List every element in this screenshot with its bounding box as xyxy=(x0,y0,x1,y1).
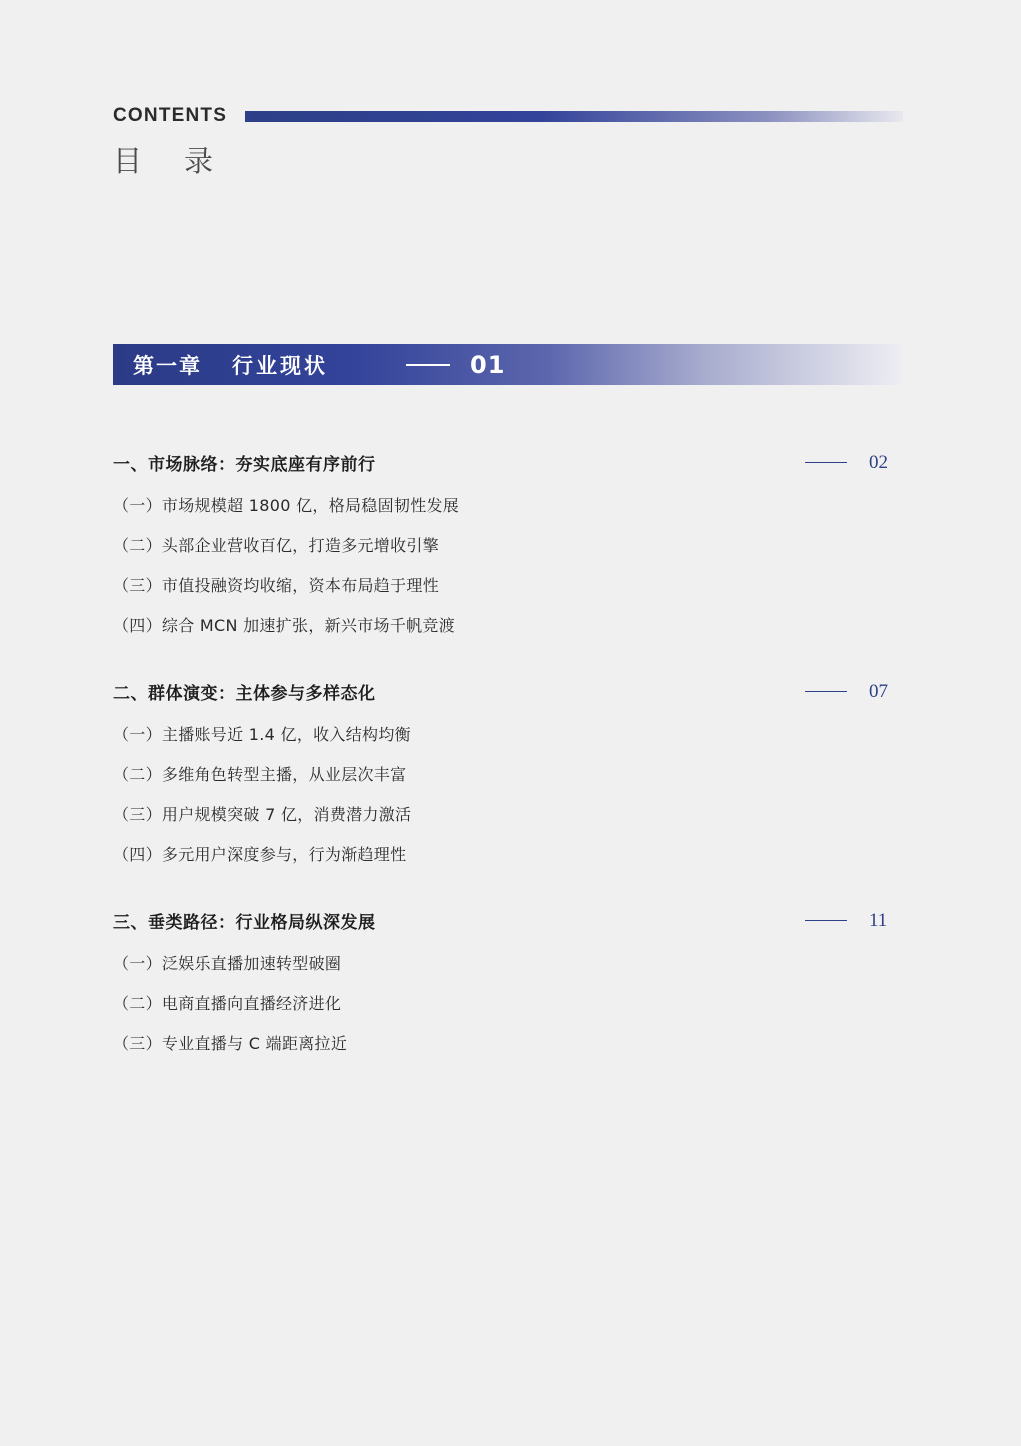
header-gradient-bar xyxy=(245,111,903,122)
contents-header xyxy=(113,105,903,180)
chapter-dash-icon xyxy=(406,364,450,366)
toc-entry[interactable]: （一）泛娱乐直播加速转型破圈 xyxy=(113,954,342,973)
toc-section-title: 一、市场脉络：夯实底座有序前行 xyxy=(113,455,376,474)
chapter-number: 01 xyxy=(470,350,506,379)
page-dash-icon xyxy=(805,462,847,464)
chapter-banner xyxy=(113,344,903,385)
toc-section xyxy=(113,450,903,636)
toc-page-number: 07 xyxy=(869,680,888,702)
toc-page-number: 11 xyxy=(869,909,888,931)
table-of-contents xyxy=(113,450,903,1097)
toc-entry[interactable]: （三）专业直播与 C 端距离拉近 xyxy=(113,1034,348,1053)
toc-entry[interactable]: （二）头部企业营收百亿，打造多元增收引擎 xyxy=(113,536,440,555)
toc-entry[interactable]: （二）多维角色转型主播，从业层次丰富 xyxy=(113,765,407,784)
chapter-name: 行业现状 xyxy=(232,354,328,378)
toc-entry[interactable]: （三）用户规模突破 7 亿，消费潜力激活 xyxy=(113,805,412,824)
chapter-label: 第一章 xyxy=(133,354,202,378)
page-dash-icon xyxy=(805,691,847,693)
toc-section-title: 三、垂类路径：行业格局纵深发展 xyxy=(113,913,376,932)
page-dash-icon xyxy=(805,920,847,922)
toc-section-title: 二、群体演变：主体参与多样态化 xyxy=(113,684,376,703)
toc-entry[interactable]: （二）电商直播向直播经济进化 xyxy=(113,994,342,1013)
toc-entry[interactable]: （四）综合 MCN 加速扩张，新兴市场千帆竞渡 xyxy=(113,616,456,635)
toc-entry[interactable]: （四）多元用户深度参与，行为渐趋理性 xyxy=(113,845,407,864)
toc-entry[interactable]: （一）市场规模超 1800 亿，格局稳固韧性发展 xyxy=(113,496,460,515)
toc-section xyxy=(113,679,903,865)
toc-section-head[interactable] xyxy=(113,450,903,475)
contents-label: CONTENTS xyxy=(113,105,228,126)
toc-section xyxy=(113,908,903,1054)
toc-section-head[interactable] xyxy=(113,679,903,704)
contents-header-row xyxy=(113,105,903,127)
page-title: 目录 xyxy=(113,144,256,178)
toc-entry[interactable]: （三）市值投融资均收缩，资本布局趋于理性 xyxy=(113,576,440,595)
toc-page-number: 02 xyxy=(869,451,888,473)
toc-entry[interactable]: （一）主播账号近 1.4 亿，收入结构均衡 xyxy=(113,725,411,744)
toc-section-head[interactable] xyxy=(113,908,903,933)
